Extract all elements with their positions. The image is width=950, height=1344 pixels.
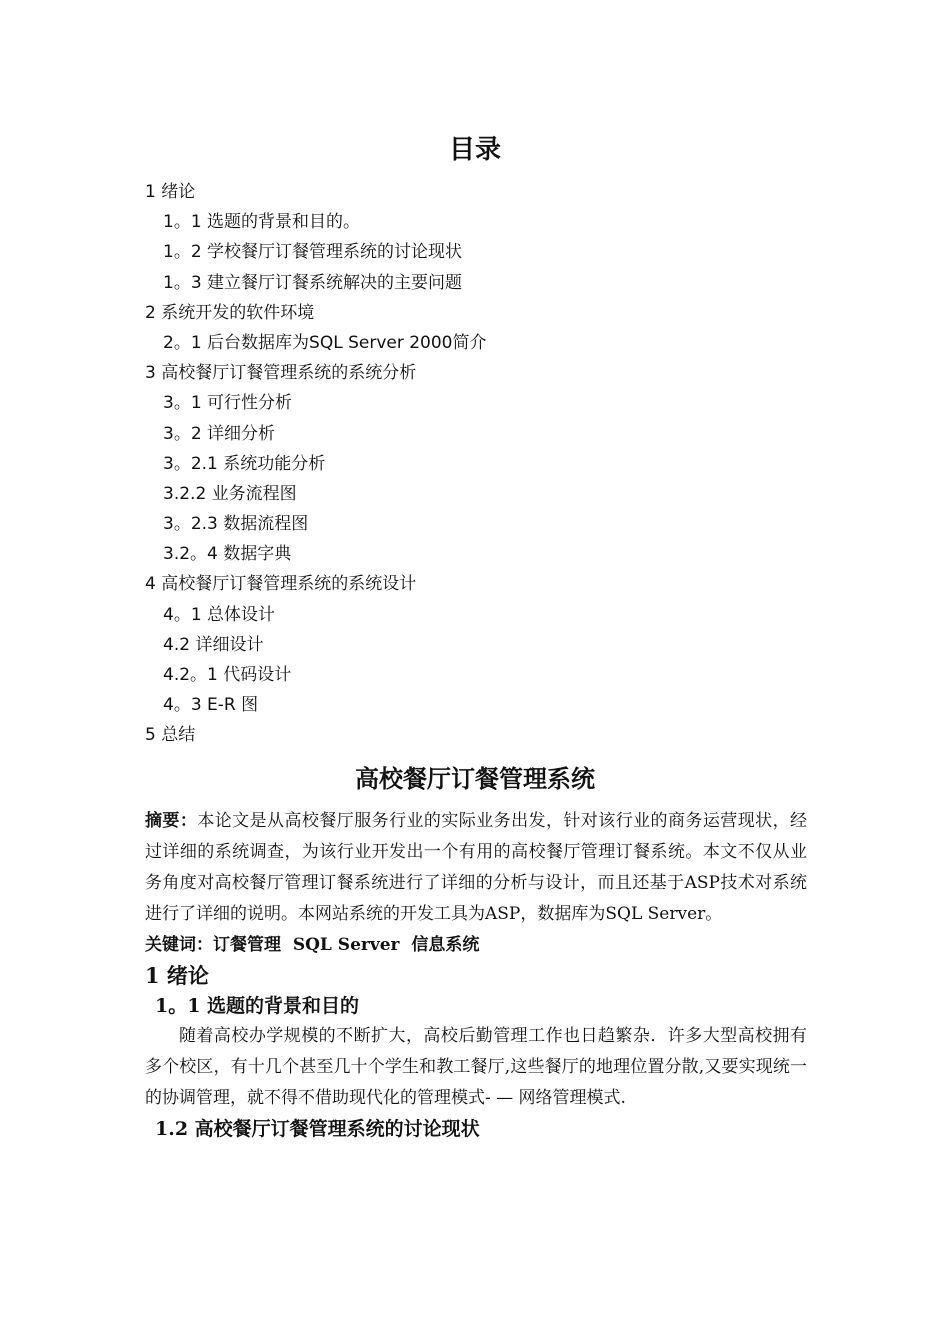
toc-entry: 4 高校餐厅订餐管理系统的系统设计: [145, 574, 417, 595]
toc-entry: 1。1 选题的背景和目的。: [163, 212, 361, 233]
document-title: 高校餐厅订餐管理系统: [355, 764, 595, 793]
toc-entry: 4.2 详细设计: [163, 634, 264, 655]
abstract: [145, 806, 807, 930]
toc-entry: 3.2.2 业务流程图: [163, 483, 297, 504]
keywords: 关键词：订餐管理 SQL Server 信息系统: [145, 935, 480, 955]
toc-entry: 1。3 建立餐厅订餐系统解决的主要问题: [163, 272, 463, 293]
toc-entry: 3。2.3 数据流程图: [163, 514, 309, 535]
toc-entry: 3 高校餐厅订餐管理系统的系统分析: [145, 363, 417, 384]
section-paragraph-1-1: 随着高校办学规模的不断扩大，高校后勤管理工作也日趋繁杂．许多大型高校拥有多个校区，有十几个甚至几十个学生和教工餐厅,这些餐厅的地理位置分散,又要实现统一的协调管理，就不得不借助现代化的管理模式- — 网络管理模式.: [145, 1026, 807, 1108]
table-of-contents: [145, 177, 825, 751]
toc-entry: 4。1 总体设计: [163, 604, 276, 625]
abstract-text: 本论文是从高校餐厅服务行业的实际业务出发，针对该行业的商务运营现状，经过详细的系统调查，为该行业开发出一个有用的高校餐厅管理订餐系统。本文不仅从业务角度对高校餐厅管理订餐系统进行了详细的分析与设计，而且还基于ASP技术对系统进行了详细的说明。本网站系统的开发工具为ASP，数据库为SQL Server。: [145, 811, 808, 924]
toc-title: 目录: [448, 135, 501, 165]
toc-entry: 1。2 学校餐厅订餐管理系统的讨论现状: [163, 242, 463, 263]
toc-entry: 3.2。4 数据字典: [163, 544, 292, 565]
section-heading-1-1: 1。1 选题的背景和目的: [155, 995, 360, 1017]
section-heading-1: 1 绪论: [145, 963, 209, 988]
toc-entry: 3。2 详细分析: [163, 423, 276, 444]
document-body: [145, 806, 807, 1144]
toc-entry: 4。3 E-R 图: [163, 695, 259, 716]
toc-entry: 2。1 后台数据库为SQL Server 2000简介: [163, 332, 487, 353]
toc-entry: 3。2.1 系统功能分析: [163, 453, 326, 474]
toc-entry: 3。1 可行性分析: [163, 393, 293, 414]
abstract-label: 摘要：: [145, 811, 198, 831]
toc-entry: 4.2。1 代码设计: [163, 665, 292, 685]
toc-entry: 5 总结: [145, 725, 196, 746]
toc-entry: 2 系统开发的软件环境: [145, 302, 315, 323]
section-heading-1-2: 1.2 高校餐厅订餐管理系统的讨论现状: [155, 1118, 480, 1140]
toc-entry: 1 绪论: [145, 182, 196, 202]
